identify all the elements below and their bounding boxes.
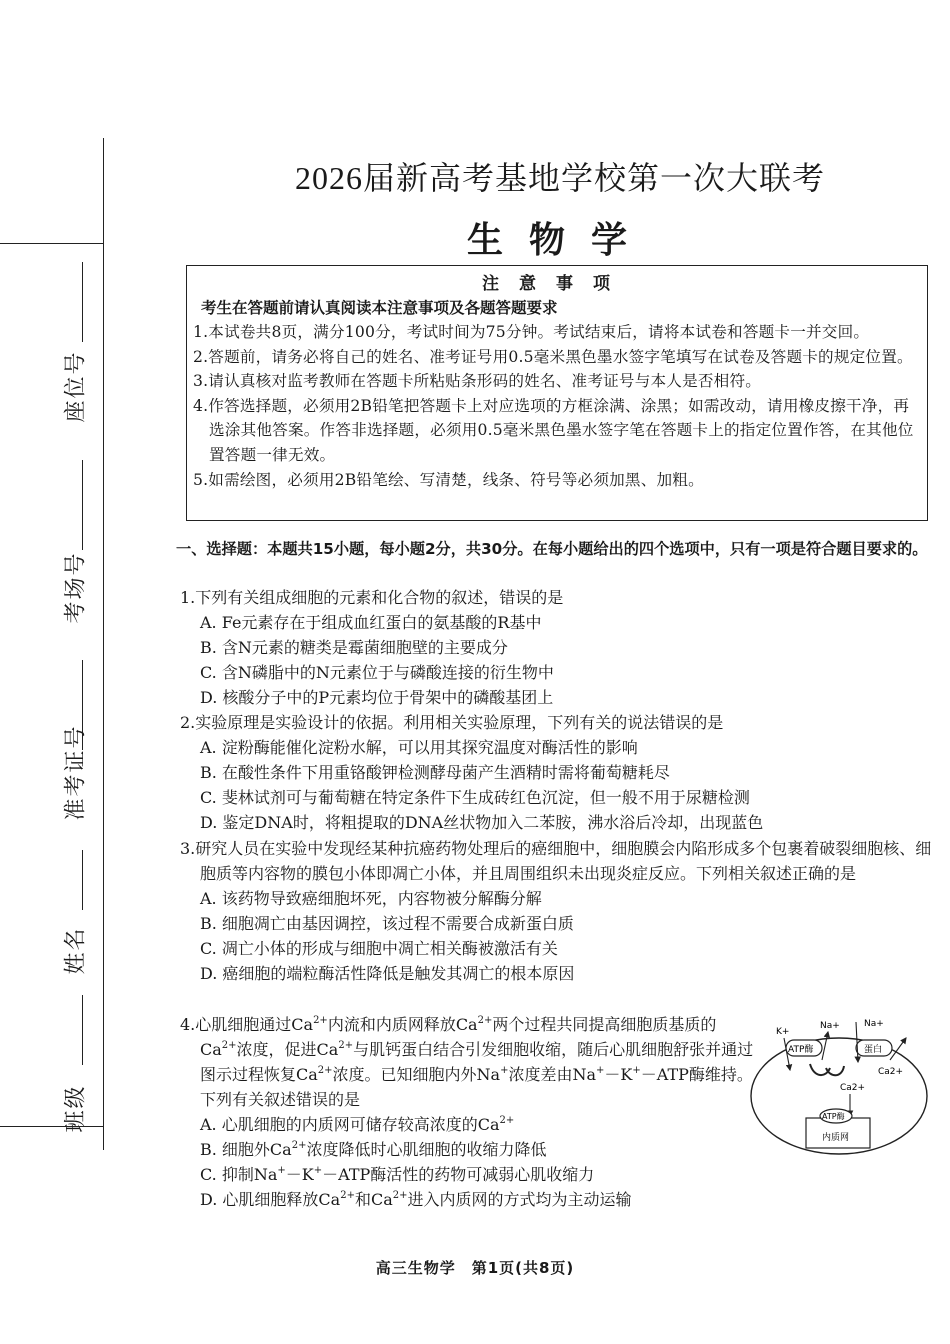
option-a[interactable]: A. Fe元素存在于组成血红蛋白的氨基酸的R基中 — [200, 613, 542, 632]
option-d[interactable]: D. 心肌细胞释放$Ca^{2+}$和$Ca^{2+}$进入内质网的方式均为主动运输 — [200, 1190, 632, 1209]
cardiomyocyte-diagram — [744, 1012, 934, 1162]
name-field-label: 姓名 — [63, 926, 89, 975]
question-4 — [180, 1012, 755, 1212]
ca-ion-label-1: Ca2+ — [878, 1067, 904, 1077]
na-ion-label-1: Na+ — [820, 1021, 840, 1031]
er-label: 内质网 — [822, 1133, 850, 1143]
notice-item: 3.请认真核对监考教师在答题卡所粘贴条形码的姓名、准考证号与本人是否相符。 — [193, 372, 762, 391]
notice-box — [186, 265, 928, 521]
page-footer: 高三生物学 第1页(共8页) — [375, 1259, 575, 1277]
name-field[interactable] — [44, 840, 104, 980]
option-c[interactable]: C. 抑制Na+－K+－ATP酶活性的药物可减弱心肌收缩力 — [200, 1165, 595, 1184]
er-pump-label: ATP酶 — [822, 1112, 845, 1121]
notice-item: 2.答题前，请务必将自己的姓名、准考证号用0.5毫米黑色墨水签字笔填写在试卷及答题卡的规定位置。 — [193, 347, 913, 366]
option-b[interactable]: B. 在酸性条件下用重铬酸钾检测酵母菌产生酒精时需将葡萄糖耗尽 — [200, 763, 670, 782]
option-c[interactable]: C. 凋亡小体的形成与细胞中凋亡相关酶被激活有关 — [200, 939, 558, 958]
ticket-number-field[interactable] — [44, 640, 104, 840]
option-b[interactable]: B. 含N元素的糖类是霉菌细胞壁的主要成分 — [200, 638, 508, 657]
option-d[interactable]: D. 癌细胞的端粒酶活性降低是触发其凋亡的根本原因 — [200, 964, 575, 983]
option-c[interactable]: C. 斐林试剂可与葡萄糖在特定条件下生成砖红色沉淀，但一般不用于尿糖检测 — [200, 788, 750, 807]
option-c[interactable]: C. 含N磷脂中的N元素位于与磷酸连接的衍生物中 — [200, 663, 554, 682]
seat-field-line — [82, 262, 83, 342]
atp-pump-label: ATP酶 — [788, 1045, 814, 1055]
coupling-arrows — [810, 1064, 844, 1075]
option-b[interactable]: B. 细胞外$Ca^{2+}$浓度降低时心肌细胞的收缩力降低 — [200, 1140, 547, 1159]
notice-subtitle: 考生在答题前请认真阅读本注意事项及各题答题要求 — [201, 299, 558, 317]
class-field-line — [82, 995, 83, 1065]
ca-ion-label-2: Ca2+ — [840, 1083, 866, 1093]
notice-title: 注意事项 — [482, 274, 630, 294]
exam-room-field[interactable] — [44, 460, 104, 640]
notice-item: 1.本试卷共8页，满分100分，考试时间为75分钟。考试结束后，请将本试卷和答题卡一并交回。 — [193, 323, 870, 341]
na-arrow-in — [856, 1022, 858, 1062]
notice-item: 5.如需绘图，必须用2B铅笔绘、写清楚，线条、符号等必须加黑、加粗。 — [193, 470, 704, 489]
class-field[interactable] — [44, 985, 104, 1133]
question-3 — [180, 836, 932, 986]
exam-room-field-line — [82, 460, 83, 550]
notice-item: 4.作答选择题，必须用2B铅笔把答题卡上对应选项的方框涂满、涂黑；如需改动，请用橡皮擦干净，再选涂其他答案。作答非选择题，必须用0.5毫米黑色墨水签字笔在答题卡上的指定位置作答，在其他位置答题一律无效。 — [193, 396, 914, 464]
na-arrow-out — [822, 1032, 828, 1060]
option-a[interactable]: A. 该药物导致癌细胞坏死，内容物被分解酶分解 — [200, 889, 542, 908]
question-2 — [180, 710, 932, 835]
option-a[interactable]: A. 淀粉酶能催化淀粉水解，可以用其探究温度对酶活性的影响 — [200, 738, 638, 757]
exam-title: 2026届新高考基地学校第一次大联考 — [294, 160, 825, 196]
option-b[interactable]: B. 细胞凋亡由基因调控，该过程不需要合成新蛋白质 — [200, 914, 574, 933]
seat-field-label: 座位号 — [63, 350, 89, 423]
na-ion-label-2: Na+ — [864, 1019, 884, 1029]
exam-room-field-label: 考场号 — [63, 551, 89, 624]
question-stem: 3.研究人员在实验中发现经某种抗癌药物处理后的癌细胞中，细胞膜会内陷形成多个包裹着破裂细胞核、细胞质等内容物的膜包小体即凋亡小体，并且周围组织未出现炎症反应。下列相关叙述正确的是 — [180, 839, 932, 883]
section-heading: 一、选择题：本题共15小题，每小题2分，共30分。在每小题给出的四个选项中，只有一项是符合题目要求的。 — [176, 540, 928, 558]
carrier-label: 蛋白 — [864, 1045, 883, 1055]
option-a[interactable]: A. 心肌细胞的内质网可储存较高浓度的$Ca^{2+}$ — [200, 1115, 515, 1134]
option-d[interactable]: D. 核酸分子中的P元素均位于骨架中的磷酸基团上 — [200, 688, 554, 707]
k-ion-label: K+ — [776, 1027, 790, 1037]
binding-line-top — [0, 243, 103, 244]
class-field-label: 班级 — [63, 1084, 89, 1133]
subject-title: 生物学 — [466, 220, 653, 261]
name-field-line — [82, 850, 83, 910]
ticket-number-field-label: 准考证号 — [63, 724, 89, 821]
option-d[interactable]: D. 鉴定DNA时，将粗提取的DNA丝状物加入二苯胺，沸水浴后冷却，出现蓝色 — [200, 813, 764, 832]
question-stem: 2.实验原理是实验设计的依据。利用相关实验原理，下列有关的说法错误的是 — [180, 713, 724, 732]
seat-field[interactable] — [44, 262, 104, 452]
question-1 — [180, 585, 932, 710]
question-stem: 1.下列有关组成细胞的元素和化合物的叙述，错误的是 — [180, 588, 564, 607]
question-stem: 4.心肌细胞通过$Ca^{2+}$内流和内质网释放$Ca^{2+}$两个过程共同提高细胞质基质的$Ca^{2+}$浓度，促进$Ca^{2+}$与肌钙蛋白结合引发细胞收缩，随后心肌细胞舒张并通过图示过程恢复$Ca^{2+}$浓度。已知细胞内外Na+浓度差由Na+－K+－ATP酶维持。下列有关叙述错误的是 — [180, 1015, 754, 1109]
